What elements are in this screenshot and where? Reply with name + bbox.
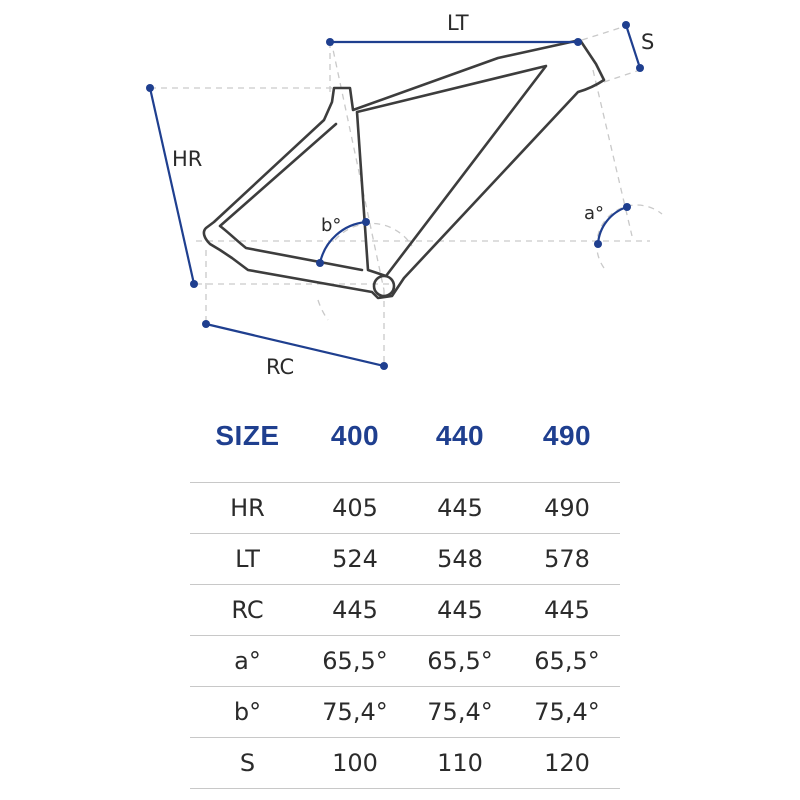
bike-frame-outline (204, 40, 604, 298)
table-row-b-angle (190, 686, 620, 737)
rc-end-dot (380, 362, 388, 370)
table-cell: 445 (437, 596, 483, 624)
dimension-lines (146, 21, 644, 370)
a-arc-start-dot (594, 240, 602, 248)
row-label: RC (231, 596, 264, 624)
s-label: S (641, 30, 655, 54)
hr-end-dot (190, 280, 198, 288)
table-cell: 110 (437, 749, 483, 777)
table-cell: 100 (332, 749, 378, 777)
b-arc-end-dot (362, 218, 370, 226)
table-cell: 65,5° (322, 647, 388, 675)
b-angle-label: b° (321, 215, 342, 236)
row-label: b° (233, 698, 262, 726)
lt-end-dot (574, 38, 582, 46)
header-size-490: 490 (542, 420, 592, 451)
hr-start-dot (146, 84, 154, 92)
hr-label: HR (172, 147, 203, 171)
guide-arc-a (597, 205, 662, 268)
header-size-440: 440 (435, 420, 485, 451)
guide-arc-bb (318, 300, 328, 320)
frame-front-triangle (204, 40, 604, 298)
rc-start-dot (202, 320, 210, 328)
row-label: HR (230, 494, 265, 522)
table-cell: 578 (544, 545, 590, 573)
table-cell: 548 (437, 545, 483, 573)
header-size: SIZE (215, 420, 280, 451)
table-cell: 75,4° (322, 698, 388, 726)
table-cell: 65,5° (427, 647, 493, 675)
row-label: LT (235, 545, 260, 573)
table-cell: 120 (544, 749, 590, 777)
row-label: a° (234, 647, 261, 675)
table-row-s (190, 737, 620, 789)
s-end-dot (636, 64, 644, 72)
a-angle-label: a° (584, 203, 605, 224)
table-cell: 65,5° (534, 647, 600, 675)
s-start-dot (622, 21, 630, 29)
guide-lines (150, 26, 662, 364)
lt-start-dot (326, 38, 334, 46)
table-header-row (190, 410, 620, 462)
table-cell: 445 (437, 494, 483, 522)
hr-dimension-line (150, 88, 194, 284)
geometry-table (190, 410, 620, 789)
table-cell: 524 (332, 545, 378, 573)
table-row-rc (190, 584, 620, 635)
table-cell: 405 (332, 494, 378, 522)
rc-label: RC (266, 355, 295, 379)
a-arc-end-dot (623, 203, 631, 211)
table-row-lt (190, 533, 620, 584)
table-row-a-angle (190, 635, 620, 686)
header-size-400: 400 (330, 420, 380, 451)
table-cell: 75,4° (534, 698, 600, 726)
lt-label: LT (447, 11, 469, 35)
table-row-hr (190, 482, 620, 533)
guide-seattube-axis (331, 40, 384, 290)
table-cell: 445 (332, 596, 378, 624)
b-arc-start-dot (316, 259, 324, 267)
table-cell: 75,4° (427, 698, 493, 726)
row-label: S (239, 749, 256, 777)
guide-s-top (582, 26, 626, 40)
guide-s-bottom (604, 70, 640, 82)
s-dimension-line (626, 25, 640, 68)
table-cell: 490 (544, 494, 590, 522)
table-cell: 445 (544, 596, 590, 624)
rc-dimension-line (206, 324, 384, 366)
